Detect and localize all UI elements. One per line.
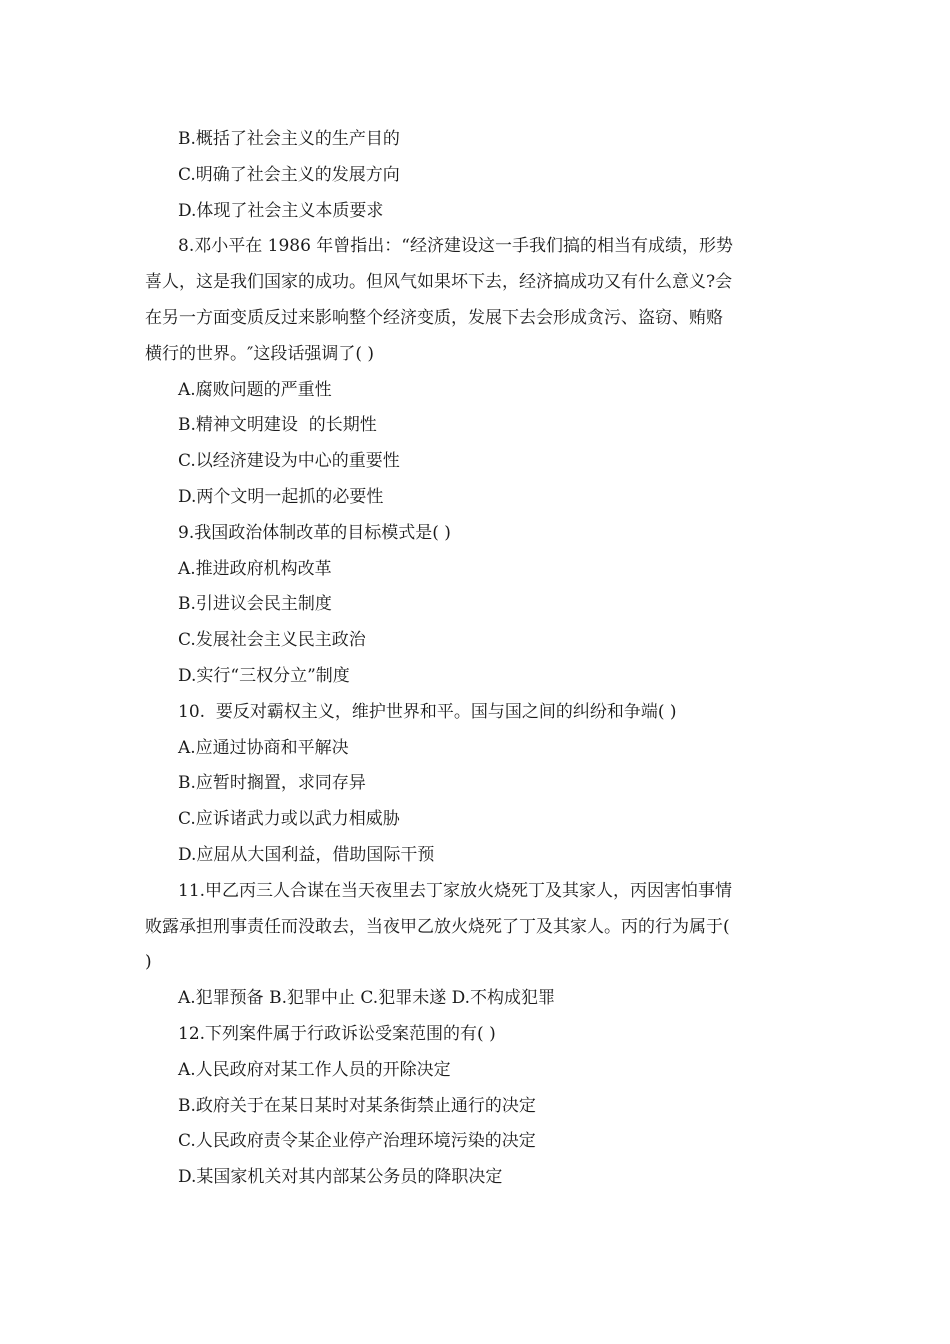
- option-7b: B.概括了社会主义的生产目的: [178, 129, 400, 149]
- question-8-line-1: 8.邓小平在 1986 年曾指出：“经济建设这一手我们搞的相当有成绩，形势: [178, 236, 733, 257]
- question-8-line-3: 在另一方面变质反过来影响整个经济变质，发展下去会形成贪污、盗窃、贿赂: [145, 307, 723, 328]
- option-12d: D.某国家机关对其内部某公务员的降职决定: [178, 1167, 503, 1188]
- option-9b: B.引进议会民主制度: [178, 594, 332, 615]
- options-11: A.犯罪预备 B.犯罪中止 C.犯罪未遂 D.不构成犯罪: [178, 988, 556, 1009]
- option-8c: C.以经济建设为中心的重要性: [178, 451, 400, 472]
- option-9d: D.实行“三权分立”制度: [178, 665, 350, 686]
- option-7c: C.明确了社会主义的发展方向: [178, 164, 400, 185]
- option-12b: B.政府关于在某日某时对某条街禁止通行的决定: [178, 1095, 536, 1116]
- option-7d: D.体现了社会主义本质要求: [178, 200, 384, 221]
- question-9: 9.我国政治体制改革的目标模式是( ): [178, 522, 451, 543]
- document-body: [145, 122, 810, 1196]
- option-10d: D.应屈从大国利益，借助国际干预: [178, 844, 435, 865]
- option-12a: A.人民政府对某工作人员的开除决定: [178, 1059, 451, 1080]
- option-8b: B.精神文明建设 的长期性: [178, 415, 377, 436]
- question-11-line-2: 败露承担刑事责任而没敢去，当夜甲乙放火烧死了丁及其家人。丙的行为属于(: [145, 916, 730, 937]
- question-8-line-4: 横行的世界。″这段话强调了( ): [145, 343, 375, 364]
- option-10c: C.应诉诸武力或以武力相威胁: [178, 809, 400, 830]
- option-8d: D.两个文明一起抓的必要性: [178, 486, 384, 507]
- question-11-line-1: 11.甲乙丙三人合谋在当天夜里去丁家放火烧死丁及其家人，丙因害怕事情: [178, 880, 733, 901]
- option-8a: A.腐败问题的严重性: [178, 379, 332, 400]
- option-9a: A.推进政府机构改革: [178, 558, 332, 579]
- question-12: 12.下列案件属于行政诉讼受案范围的有( ): [178, 1023, 496, 1044]
- question-10: 10. 要反对霸权主义，维护世界和平。国与国之间的纠纷和争端( ): [178, 701, 677, 722]
- option-10a: A.应通过协商和平解决: [178, 737, 349, 758]
- option-10b: B.应暂时搁置，求同存异: [178, 773, 366, 794]
- question-8-line-2: 喜人，这是我们国家的成功。但风气如果坏下去，经济搞成功又有什么意义?会: [145, 272, 733, 293]
- option-9c: C.发展社会主义民主政治: [178, 630, 366, 651]
- option-12c: C.人民政府责令某企业停产治理环境污染的决定: [178, 1131, 536, 1152]
- question-11-line-3: ): [145, 952, 152, 973]
